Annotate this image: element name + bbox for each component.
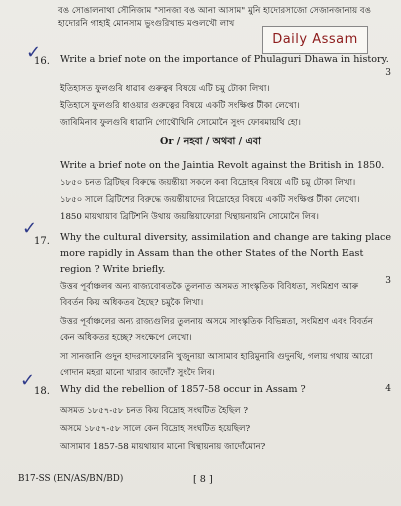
- question-16b-bodo: 1850 মায়থায়াব ব্রিটিশনি উথায় জয়ন্তিয়াফোরা খিন্থায়নায়নি সোমোনৈ লিৰ।: [60, 212, 319, 222]
- question-17-text-line-2: more rapidly in Assam than the other States of the North East: [60, 248, 364, 259]
- question-18-bengali: অসমে ১৮৫৭-৫৮ সালে কেন বিদ্রোহ সংঘটিত হয়েছিল?: [60, 424, 251, 434]
- question-16-text: Write a brief note on the importance of Phulaguri Dhawa in history.: [60, 54, 389, 65]
- question-16-assamese: ইতিহাসত ফুলগুৰি ধাৱাৰ গুৰুত্বৰ বিষয়ে এটি চমু টোকা লিখা।: [60, 84, 270, 94]
- question-16-number: 16.: [34, 56, 50, 67]
- question-16-bengali: ইতিহাসে ফুলগুরি ধাওয়ার গুরুত্বের বিষয়ে একটি সংক্ষিপ্ত টীকা লেখো।: [60, 101, 300, 111]
- question-17-bodo-line-1: সা সানজানি গুদুন হাদরসাফোরনি খুজুনায়া আসামাব হারিমুনাৰি গুদুনথি, গলায় গথায় আরো: [60, 352, 373, 362]
- check-mark-icon: ✓: [26, 42, 42, 63]
- question-18-text: Why did the rebellion of 1857-58 occur in Assam ?: [60, 384, 306, 395]
- question-17-bengali-line-1: উত্তর পূর্বাঞ্চলের অন্য রাজ্যগুলির তুলনায় অসমে সাংস্কৃতিক বিভিন্নতা, সংমিশ্রণ এবং বিবর্তন: [60, 317, 373, 327]
- question-17-assamese-line-1: উত্তৰ পূৰ্বাঞ্চলৰ অন্য ৰাজ্যবোৰতকৈ তুলনাত অসমত সাংস্কৃতিক বিবিধতা, সংমিশ্ৰণ আৰু: [60, 282, 359, 292]
- header-line-1: বঙ সোঙালনাথা সৌনিজাম "সানজা বঙ আনা আসাম" মুনি হাদোরসাজো সেজানজানায় বঙ: [58, 6, 371, 16]
- header-line-2: হাদোরনি গাহাই মোনসাম ভুংগুরিখান্ড মণ্ডলখৌ লাখ: [58, 19, 235, 29]
- question-17-bodo-line-2: গোদান মহরা মানো খারাব জাদোঁ? সুংদৈ লিৰ।: [60, 368, 215, 378]
- question-17-text-line-3: region ? Write briefly.: [60, 264, 166, 275]
- question-16-marks: 3: [385, 68, 391, 78]
- question-17-text-line-1: Why the cultural diversity, assimilation and change are taking place: [60, 232, 392, 243]
- question-16b-bengali: ১৮৫০ সালে ব্রিটিশের বিরুদ্ধে জয়ন্তীয়াদের বিদ্রোহের বিষয়ে একটি সংক্ষিপ্ত টীকা লেখো।: [60, 195, 360, 205]
- question-18-assamese: অসমত ১৮৫৭-৫৮ চনত কিয় বিদ্ৰোহ সংঘটিত হৈছিল ?: [60, 406, 248, 416]
- question-17-assamese-line-2: বিবৰ্তন কিয় অধিকতৰ হৈছে? চমুকৈ লিখা।: [60, 298, 204, 308]
- check-mark-icon: ✓: [22, 218, 38, 239]
- question-18-bodo: আসামাব 1857-58 মায়থায়াব মানো খিন্থায়নায় জাদোঁমোন?: [60, 442, 266, 452]
- paper-code: B17-SS (EN/AS/BN/BD): [18, 474, 124, 484]
- question-17-bengali-line-2: কেন অধিকতর হচ্ছে? সংক্ষেপে লেখো।: [60, 333, 192, 343]
- question-18-marks: 4: [385, 384, 391, 394]
- or-separator: Or / নহবা / অথবা / এবা: [160, 136, 261, 147]
- question-18-number: 18.: [34, 386, 50, 397]
- question-16b-text: Write a brief note on the Jaintia Revolt against the British in 1850.: [60, 160, 385, 171]
- question-16b-assamese: ১৮৫০ চনত ব্ৰিটিছৰ বিৰুদ্ধে জয়ন্তীয়া সকলে কৰা বিদ্ৰোহৰ বিষয়ে এটি চমু টোকা লিখা।: [60, 178, 356, 188]
- question-17-number: 17.: [34, 236, 50, 247]
- watermark-stamp: Daily Assam: [262, 26, 368, 54]
- check-mark-icon: ✓: [20, 370, 36, 391]
- question-17-marks: 3: [385, 276, 391, 286]
- page-number: [ 8 ]: [193, 474, 213, 485]
- question-16-bodo: জাৰিমিনাব ফুলগুৰি ধাৱানি গোথৌথিনি সোমোনৈ সুংদ ফোৰমায়থি হো।: [60, 118, 301, 128]
